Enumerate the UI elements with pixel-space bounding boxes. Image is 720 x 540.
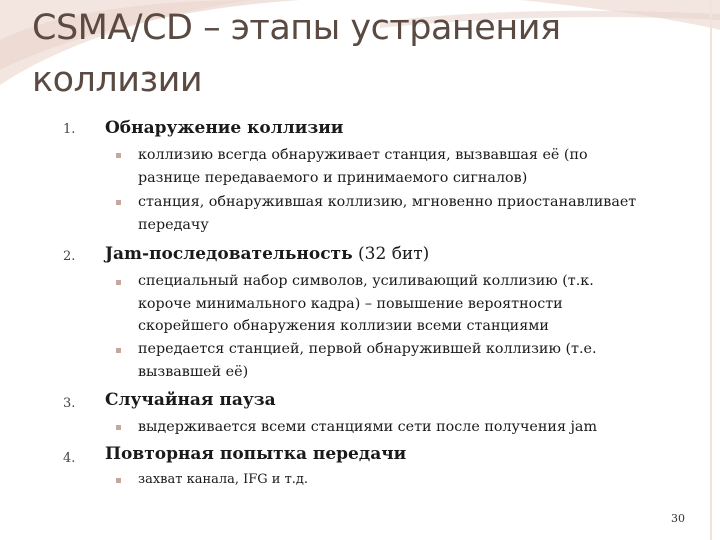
section-heading-text: Повторная попытка передачи [105, 444, 407, 464]
bullet-marker [116, 478, 121, 483]
section-number: 2. [63, 249, 76, 264]
bullet-text: захват канала, IFG и т.д. [138, 472, 309, 487]
bullet-marker [116, 280, 121, 285]
section-number: 4. [63, 451, 76, 466]
section-number: 3. [63, 396, 76, 411]
section-heading [105, 118, 343, 138]
bullet-text: передается станцией, первой обнаружившей коллизию (т.е. вызвавшей её) [138, 341, 597, 380]
bullet-text: коллизию всегда обнаруживает станция, вызвавшая её (по разнице передаваемого и принимаемого сигналов) [138, 147, 588, 186]
section-heading [105, 444, 406, 464]
bullet-marker [116, 153, 121, 158]
section-heading-text: Jam-последовательность [105, 244, 353, 264]
section-heading [105, 244, 429, 264]
bullet-marker [116, 425, 121, 430]
section-number: 1. [63, 122, 76, 137]
slide-title: CSMA/CD – этапы устранения коллизии [32, 8, 561, 100]
section-heading [105, 390, 276, 410]
bullet-text: выдерживается всеми станциями сети после получения jam [138, 419, 598, 435]
page-number: 30 [671, 512, 685, 525]
bullet-marker [116, 348, 121, 353]
bullet-text: станция, обнаружившая коллизию, мгновенно приостанавливает передачу [138, 194, 637, 233]
bullet-text: специальный набор символов, усиливающий коллизию (т.к. короче минимального кадра) – повышение вероятности скорейшего обнаружения коллизии всеми станциями [138, 273, 594, 334]
section-heading-suffix: (32 бит) [352, 244, 430, 264]
bullet-marker [116, 200, 121, 205]
section-heading-text: Обнаружение коллизии [105, 118, 344, 138]
section-heading-text: Случайная пауза [105, 390, 276, 410]
